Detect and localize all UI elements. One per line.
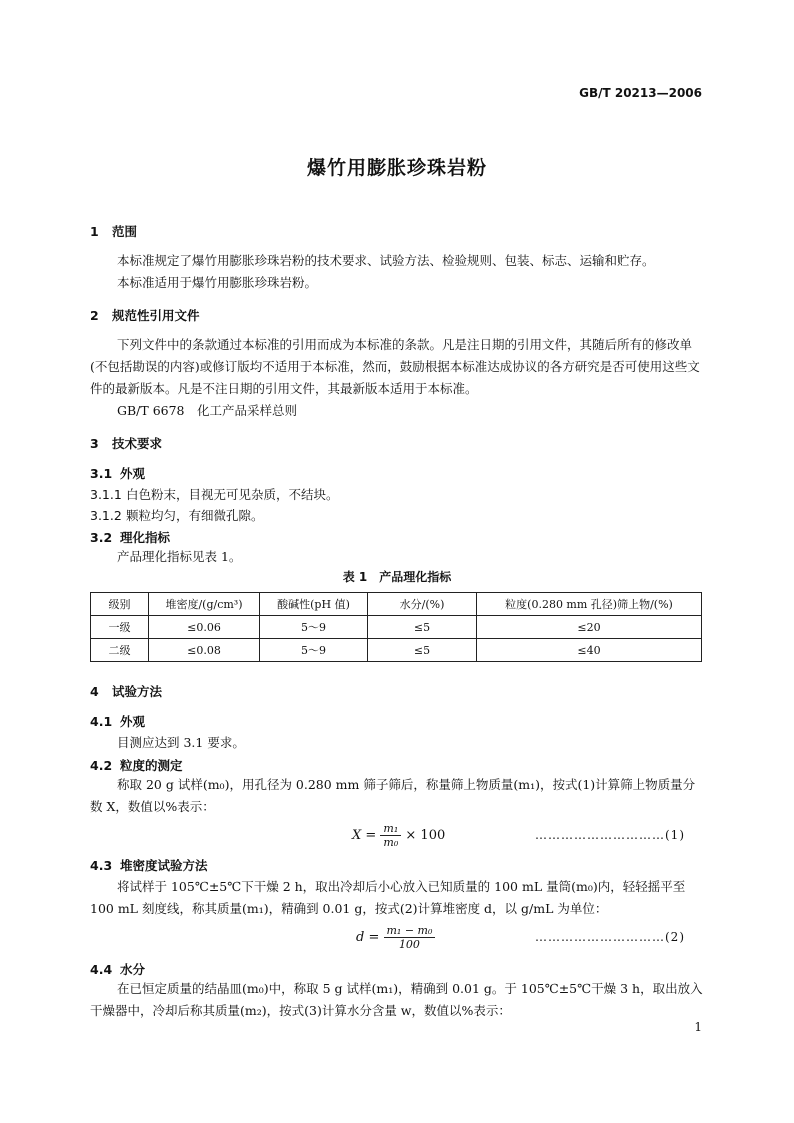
section-4-4-para: 在已恒定质量的结晶皿(m₀)中，称取 5 g 试样(m₁)，精确到 0.01 g。于 105℃±5℃干燥 3 h，取出放入干燥器中，冷却后称其质量(m₂)，按式(3)计算水分含量 w，数值以%表示：: [90, 981, 703, 1018]
section-3-heading: 3 技术要求: [90, 436, 163, 451]
table-row: [91, 639, 702, 662]
section-1-para-1: 本标准规定了爆竹用膨胀珍珠岩粉的技术要求、试验方法、检验规则、包装、标志、运输和贮存。: [117, 253, 655, 268]
table-1: [90, 592, 702, 662]
table-cell: 一级: [91, 616, 149, 639]
formula-1: X = $\frac{\text{m₁}}{\text{m₀}}$ × 100: [352, 822, 446, 849]
reference-gb-t-6678: GB/T 6678 化工产品采样总则: [117, 403, 298, 418]
formula-2: d = $\frac{\text{m₁ − m₀}}{100}$: [356, 924, 435, 951]
table-row: [91, 616, 702, 639]
standard-code: GB/T 20213—2006: [579, 86, 702, 100]
section-4-4-heading: 4.4 水分: [90, 962, 146, 977]
section-2-heading: 2 规范性引用文件: [90, 308, 200, 323]
table-header-cell: 级别: [91, 593, 149, 616]
section-4-2-heading: 4.2 粒度的测定: [90, 758, 183, 773]
table-header-row: [91, 593, 702, 616]
section-3-1-2: 3.1.2 颗粒均匀，有细微孔隙。: [90, 508, 264, 523]
table-1-caption: 表 1 产品理化指标: [342, 570, 452, 584]
table-cell: ≤5: [368, 639, 477, 662]
section-4-3-para: 将试样于 105℃±5℃下干燥 2 h，取出冷却后小心放入已知质量的 100 mL 量筒(m₀)内，轻轻摇平至 100 mL 刻度线，称其质量(m₁)，精确到 0.01 g，按式(2)计算堆密度 d，以 g/mL 为单位：: [90, 879, 686, 916]
table-header-cell: 堆密度/(g/cm³): [149, 593, 260, 616]
section-4-heading: 4 试验方法: [90, 684, 163, 699]
page-title: 爆竹用膨胀珍珠岩粉: [306, 157, 487, 179]
table-cell: 二级: [91, 639, 149, 662]
table-cell: ≤5: [368, 616, 477, 639]
section-4-3-heading: 4.3 堆密度试验方法: [90, 858, 208, 873]
table-cell: ≤40: [477, 639, 702, 662]
table-cell: 5～9: [260, 639, 368, 662]
page-number: 1: [694, 1020, 702, 1034]
table-cell: ≤0.06: [149, 616, 260, 639]
section-4-1-heading: 4.1 外观: [90, 714, 146, 729]
formula-1-label: …………………………(1): [535, 828, 685, 842]
table-header-cell: 酸碱性(pH 值): [260, 593, 368, 616]
section-3-1-1: 3.1.1 白色粉末，目视无可见杂质，不结块。: [90, 487, 339, 502]
section-1-heading: 1 范围: [90, 224, 138, 239]
table-cell: ≤20: [477, 616, 702, 639]
section-2-para-1: 下列文件中的条款通过本标准的引用而成为本标准的条款。凡是注日期的引用文件，其随后所有的修改单(不包括勘误的内容)或修订版均不适用于本标准，然而，鼓励根据本标准达成协议的各方研究是否可使用这些文件的最新版本。凡是不注日期的引用文件，其最新版本适用于本标准。: [90, 337, 700, 396]
section-3-2-heading: 3.2 理化指标: [90, 530, 171, 545]
formula-2-label: …………………………(2): [535, 930, 685, 944]
table-cell: ≤0.08: [149, 639, 260, 662]
section-3-1-heading: 3.1 外观: [90, 466, 146, 481]
section-3-2-text: 产品理化指标见表 1。: [117, 549, 242, 564]
section-4-1-text: 目测应达到 3.1 要求。: [117, 735, 245, 750]
section-1-para-2: 本标准适用于爆竹用膨胀珍珠岩粉。: [117, 275, 318, 290]
table-header-cell: 水分/(%): [368, 593, 477, 616]
section-4-2-para: 称取 20 g 试样(m₀)，用孔径为 0.280 mm 筛子筛后，称量筛上物质量(m₁)，按式(1)计算筛上物质量分数 X，数值以%表示：: [90, 777, 696, 814]
table-header-cell: 粒度(0.280 mm 孔径)筛上物/(%): [477, 593, 702, 616]
table-cell: 5～9: [260, 616, 368, 639]
